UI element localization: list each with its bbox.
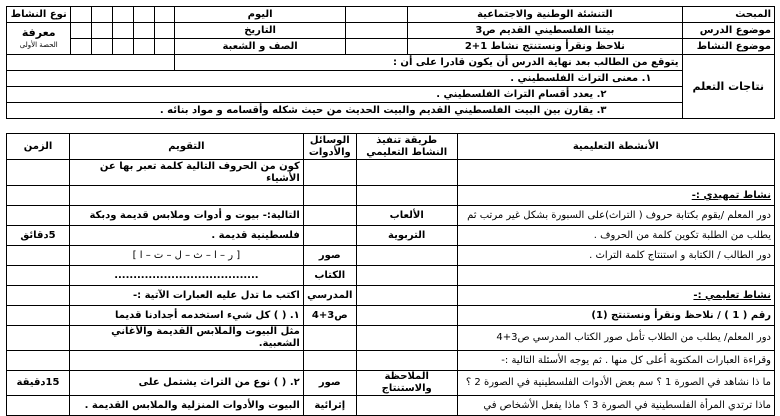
assessment-cell: فلسطينية قديمة . [70,226,304,246]
activity-cell: نشاط تمهيدي :- [457,186,774,206]
outcome-item: ٢. يعدد أقسام التراث الفلسطيني . [7,87,683,103]
activity-topic-label: موضوع النشاط [682,39,774,55]
outcome-item: ٣. يقارن بين البيت الفلسطيني القديم والبيت الحديث من حيث شكله وأقسامه و مواد بنائه . [7,103,683,119]
method-cell [356,326,457,351]
assessment-cell: ٢. ( ) نوع من التراث يشتمل على [70,371,304,396]
knowledge-label: معرفة [21,25,56,39]
first-session-label: الحصة الأولى [19,40,58,49]
header-time: الزمن [7,134,70,160]
activity-topic-value: نلاحظ ونقرأ ونستنتج نشاط 1+2 [408,39,682,55]
grade-label: الصف و الشعبة [175,39,345,55]
method-cell [356,306,457,326]
activity-cell: رقم ( 1 ) / نلاحظ ونقرأ ونستنتج (1) [457,306,774,326]
method-cell [356,396,457,416]
header-method: طريقة تنفيذ النشاط التعليمي [356,134,457,160]
activity-cell [457,266,774,286]
method-cell [356,286,457,306]
activity-cell: ماذا ترتدي المرأة الفلسطينية في الصورة 3 ؟ ماذا يفعل الأشخاص في [457,396,774,416]
activity-cell: يطلب من الطلبة تكوين كلمة من الحروف . [457,226,774,246]
tools-cell: المدرسي [303,286,356,306]
tools-cell: ص3+4 [303,306,356,326]
outcome-item: ١. معنى التراث الفلسطيني . [7,71,683,87]
time-cell [7,306,70,326]
subject-label: المبحث [682,7,774,23]
method-cell: الملاحظة والاستنتاج [356,371,457,396]
assessment-cell: البيوت والأدوات المنزلية والملابس القديمة . [70,396,304,416]
activity-cell: وقراءة العبارات المكتوبة أعلى كل منها . ثم يوجه الأسئلة التالية :- [457,351,774,371]
tools-cell [303,326,356,351]
assessment-cell [70,351,304,371]
header-assessment: التقويم [70,134,304,160]
time-cell [7,266,70,286]
activity-cell [457,160,774,186]
subject-value: التنشئة الوطنية والاجتماعية [408,7,682,23]
method-cell [356,160,457,186]
time-cell [7,286,70,306]
assessment-cell: [ ر – ا – ث – ل – ت – ا ] [70,246,304,266]
outcomes-label: نتاجات التعلم [682,55,774,119]
time-cell [7,351,70,371]
activity-cell: دور الطالب / الكتابة و استنتاج كلمة التراث . [457,246,774,266]
time-cell [7,160,70,186]
lesson-header-table [6,6,775,119]
tools-cell [303,160,356,186]
method-cell [356,266,457,286]
tools-cell [303,351,356,371]
method-cell: التربوية [356,226,457,246]
method-cell [356,186,457,206]
tools-cell [303,186,356,206]
time-cell [7,246,70,266]
time-cell [7,326,70,351]
time-cell [7,396,70,416]
header-tools: الوسائل والأدوات [303,134,356,160]
time-cell: 5دقائق [7,226,70,246]
activity-cell: نشاط تعليمي :- [457,286,774,306]
activity-cell: دور المعلم /يقوم بكتابة حروف ( التراث)على السبورة بشكل غير مرتب ثم [457,206,774,226]
header-activities: الأنشطة التعليمية [457,134,774,160]
blank-cell [345,7,407,23]
day-label: اليوم [175,7,345,23]
method-cell: الألعاب [356,206,457,226]
assessment-cell: ...................................... [70,266,304,286]
activity-type-cell [7,23,71,55]
date-label: التاريخ [175,23,345,39]
tools-cell: إثرائية [303,396,356,416]
time-cell: 15دقيقة [7,371,70,396]
method-cell [356,246,457,266]
method-cell [356,351,457,371]
time-cell [7,186,70,206]
outcomes-intro: يتوقع من الطالب بعد نهاية الدرس أن يكون قادرا على أن : [175,55,682,71]
assessment-cell: مثل البيوت والملابس القديمة والأغاني الشعبية. [70,326,304,351]
assessment-cell: اكتب ما تدل عليه العبارات الآتية :- [70,286,304,306]
tools-cell: صور [303,246,356,266]
activities-table [6,133,775,416]
time-cell [7,206,70,226]
activity-type-label: نوع النشاط [7,7,71,23]
assessment-cell: ١. ( ) كل شيء استخدمه أجدادنا قديما [70,306,304,326]
tools-cell [303,206,356,226]
activity-cell: دور المعلم/ يطلب من الطلاب تأمل صور الكتاب المدرسي ص3+4 [457,326,774,351]
lesson-topic-value: بيتنا الفلسطيني القديم ص3 [408,23,682,39]
assessment-cell [70,186,304,206]
tools-cell [303,226,356,246]
assessment-cell: التالية:- بيوت و أدوات وملابس قديمة ودبكة [70,206,304,226]
assessment-cell: كون من الحروف التالية كلمة تعبر بها عن الأشياء [70,160,304,186]
activity-cell: ما ذا نشاهد في الصورة 1 ؟ سم بعض الأدوات الفلسطينية في الصورة 2 ؟ [457,371,774,396]
tools-cell: الكتاب [303,266,356,286]
tools-cell: صور [303,371,356,396]
lesson-topic-label: موضوع الدرس [682,23,774,39]
